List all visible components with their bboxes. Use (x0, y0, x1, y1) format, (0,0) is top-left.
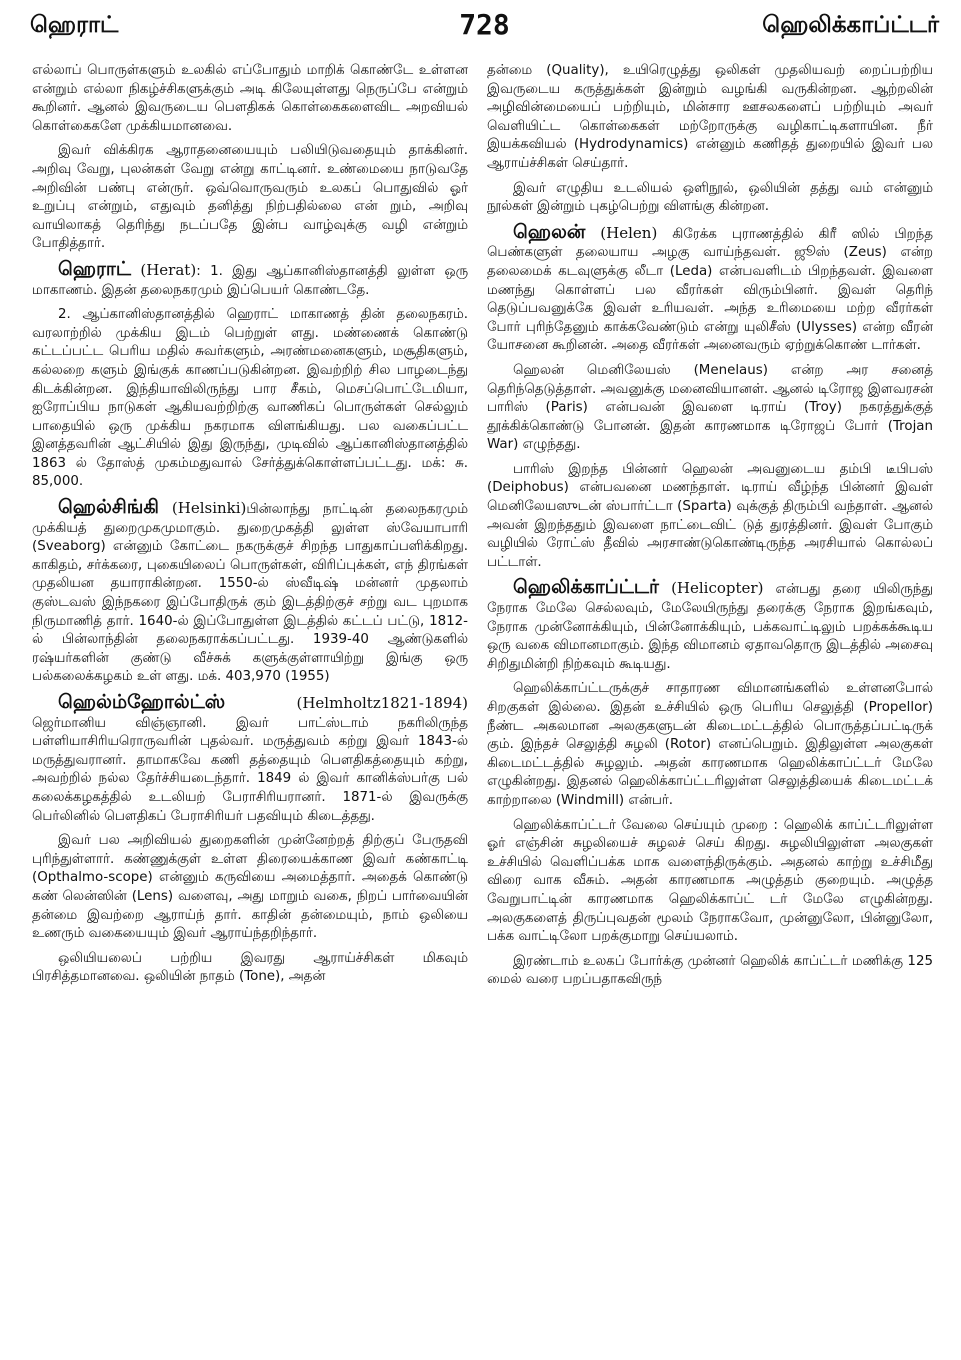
encyclopedia-entry (32, 693, 468, 826)
entry-body: பின்லாந்து நாட்டின் தலைநகரமும் முக்கியத் துறைமுகமுமாகும். துறைமுகத்தி லுள்ள ஸ்வேயாபாரி (Sveaborg) என்னும் கோட்டை நகருக்குச் சிறந்த பாதுகாப்பளிக்கிறது. காகிதம், சர்க்கரை, புகையிலைப் பொருள்கள், விரிப்புக்கள், எந் திரங்கள் முதலியன தயாராகின்றன. 1550-ல் ஸ்வீடிஷ் மன்னர் முதலாம் குஸ்டவஸ் இந்நகரை இப்போதிருக் கும் இடத்திற்குச் சற்று வட புறமாக நிருமாணித் தார். 1640-ல் இப்போதுள்ள இடத்தில் கட்டப் பட்டு, 1812-ல் பின்லாந்தின் தலைநகராக்கப்பட்டது. 1939-40 ஆண்டுகளில் ரஷ்யர்களின் குண்டு வீச்சுக் களுக்குள்ளாயிற்று இங்கு ஒரு பல்கலைக்கழகம் உள் ளது. மக். 403,970 (1955) (32, 502, 468, 685)
entry-heading: ஹெலன் (513, 220, 586, 243)
encyclopedia-entry (32, 498, 468, 687)
entry-body: கிரேக்க புராணத்தில் கிரீ ஸில் பிறந்த பெண்களுள் தலையாய அழகு வாய்ந்தவள். ஜூஸ் (Zeus) என்ற தலைமைக் கடவுளுக்கு லீடா (Leda) என்பவளிடம் பிறந்தவள். இவளை மணந்து கொள்ளப் பல வீரர்கள் விரும்பினர். இவள் தெரிந் தெடுப்பவனுக்கே இவள் உரியவள். அந்த உரிமையை மற்ற வீரர்கள் போர் புரிந்தேனும் காக்கவேண்டும் என்று யுலிசீஸ் (Ulysses) என்ற வீரன் யோசனை கூறினன். அதை வீரர்கள் அனைவரும் ஏற்றுக்கொண் டார்கள். (487, 226, 933, 354)
left-column (32, 62, 468, 1354)
page-header (30, 6, 939, 54)
body-paragraph: தன்மை (Quality), உயிரெழுத்து ஒலிகள் முதலியவற் றைப்பற்றிய இவருடைய கருத்துக்கள் இன்றும் வழங்கி வருகின்றன. ஆற்றலின் அழிவின்மையைப் பற்றியும், மின்சார ஊசலகளைப் பற்றியும் அவர் வெளியிட்ட கொள்கைகள் மற்றோருக்கு வழிகாட்டிகளாயின. நீர் இயக்கவியல் (Hydrodynamics) என்னும் கணிதத் துறையில் இவர் பல ஆராய்ச்சிகள் செய்தார். (487, 63, 933, 171)
body-paragraph: இரண்டாம் உலகப் போர்க்கு முன்னர் ஹெலிக் காப்ட்டர் மணிக்கு 125 மைல் வரை பறப்பதாகவிருந் (487, 953, 933, 988)
encyclopedia-entry (487, 578, 933, 674)
body-paragraph: ஹெலிக்காப்ட்டருக்குச் சாதாரண விமானங்களில் உள்ளனபோல் சிறகுகள் இல்லை. இதன் உச்சியில் ஒரு பெரிய செலுத்தி (Propellor) நீண்ட அகலமான அலகுகளுடன் கிடைமட்டத்தில் பொருத்தப்பட்டிருக் கும். இந்தச் செலுத்தி சுழலி (Rotor) எனப்பெறும். இதிலுள்ள அலகுகள் கிடைமட்டத்தில் சுழலும். அதன் காரணமாக ஹெலிக்காப்ட்டர் மேலே எழுகின்றது. இதனல் ஹெலிக்காப்ட்டரிலுள்ள செலுத்தியைக் கிடைமட்டக் காற்றாலை (Windmill) என்பர். (487, 681, 933, 808)
body-paragraph: ஒலியியலைப் பற்றிய இவரது ஆராய்ச்சிகள் மிகவும் பிரசித்தமானவை. ஒலியின் நாதம் (Tone), அதன் (32, 950, 468, 985)
entry-heading: ஹெல்ம்ஹோல்ட்ஸ் (58, 691, 226, 713)
body-paragraph: இவர் எழுதிய உடலியல் ஒளிநூல், ஒலியின் தத்து வம் என்னும் நூல்கள் இன்றும் புகழ்பெற்று விளங்கு கின்றன. (487, 180, 933, 215)
encyclopedia-entry (32, 257, 468, 300)
body-paragraph: இவர் விக்கிரக ஆராதனையையும் பலியிடுவதையும் தாக்கினர். அறிவு வேறு, புலன்கள் வேறு என்று காட்டினர். உண்மையை நாடுவதே அறிவின் பண்பு என்ருர். ஒவ்வொருவரும் உலகப் பொதுவில் ஓர் உறுப்பு என்றும், எதுவும் தனித்து நிற்பதில்லை என் றும், அறிவு வாயிலாகத் தெரிந்து நடப்பதே இன்ப வாழ்வுக்கு வழி என்றும் போதித்தார். (32, 143, 468, 252)
entry-latin-name: (Helicopter) (671, 579, 764, 598)
entry-heading: ஹெராட் (58, 257, 131, 280)
entry-latin-name: (Herat) (140, 260, 197, 279)
entry-latin-name: (Helsinki) (171, 499, 247, 518)
entry-body: ஜெர்மானிய விஞ்ஞானி. இவர் பாட்ஸ்டாம் நகரிலிருந்த பள்ளியாசிரியரொருவரின் புதல்வர். மருத்துவம் கற்று இவர் 1843-ல் மருத்துவரானர். தாமாகவே கணி தத்தையும் பௌதிகத்தையும் கற்று, அவற்றில் நல்ல தேர்ச்சியடைந்தார். 1849 ல் இவர் கானிக்ஸ்பர்கு பல் கலைக்கழகத்தில் உடலியற் பேராசிரியரானர். 1871-ல் இவருக்கு பெர்லினில் பௌதிகப் பேராசிரியர் பதவியும் கிடைத்தது. (32, 715, 468, 824)
entry-latin-name: (Helen) (600, 223, 658, 242)
entry-body: : 1. இது ஆப்கானிஸ்தானத்தி லுள்ள ஒரு மாகாணம். இதன் தலைநகரமும் இப்பெயர் கொண்டதே. (32, 263, 468, 298)
entry-heading: ஹெலிக்காப்ட்டர் (513, 576, 659, 599)
right-column (487, 62, 933, 1354)
running-head-right: ஹெலிக்காப்ட்டர் (762, 12, 939, 38)
body-paragraph: இவர் பல அறிவியல் துறைகளின் முன்னேற்றத் திற்குப் பேருதவி புரிந்துள்ளார். கண்ணுக்குள் உள்ள திரையைக்காண இவர் கண்காட்டி (Opthalmo-scope) என்னும் கருவியை அமைத்தார். அதைக் கொண்டு கண் லென்ஸின் (Lens) வளைவு, அது மாறும் வகை, நிறப் பார்வையின் தன்மை இவற்றை ஆராய்ந் தார். காதின் தன்மையும், நாம் ஒலியை உணரும் வகையையும் இவர் ஆராய்ந்தறிந்தார். (32, 833, 468, 942)
entry-body: என்பது தரை யிலிருந்து நேராக மேலே செல்லவும், மேலேயிருந்து தரைக்கு நேராக இறங்கவும், நேராக முன்னோக்கியும், பின்னோக்கியும், பக்கவாட்டிலும் பறக்கக்கூடிய ஒரு வகை விமானமாகும். இந்த விமானம் ஏதாவதொரு இடத்தில் அசைவு சிறிதுமின்றி நிற்கவும் கூடியது. (487, 582, 933, 672)
entry-heading: ஹெல்சிங்கி (58, 496, 159, 519)
page-number: 728 (459, 8, 510, 41)
body-paragraph: ஹெலன் மெனிலேயஸ் (Menelaus) என்ற அர சனைத் தெரிந்தெடுத்தாள். அவனுக்கு மனைவியானள். ஆனல் டிரோஜ இளவரசன் பாரிஸ் (Paris) என்பவன் இவளை டிராய் (Troy) நகரத்துக்குத் தூக்கிக்கொண்டு போனன். இதன் காரணமாக டிரோஜப் போர் (Trojan War) எழுந்தது. (487, 362, 933, 453)
body-paragraph: ஹெலிக்காப்ட்டர் வேலை செய்யும் முறை : ஹெலிக் காப்ட்டரிலுள்ள ஓர் எஞ்சின் சுழலியைச் சுழலச் செய் கிறது. சுழலியிலுள்ள அலகுகள் உச்சியில் வெளிப்பக்க மாக வளைந்திருக்கும். அதனல் காற்று உச்சிமீது விரை வாக வீசும். அதன் காரணமாக அழுத்தம் குறையும். அழுத்த வேறுபாட்டின் காரணமாக ஹெலிக்காப்ட் டர் மேலே எழுகின்றது. அலகுகளைத் திருப்புவதன் மூலம் நேராகவோ, முன்னுலோ, பின்னுலோ, பக்க வாட்டிலோ பறக்குமாறு செய்யலாம். (487, 817, 933, 945)
body-paragraph: 2. ஆப்கானிஸ்தானத்தில் ஹெராட் மாகாணத் தின் தலைநகரம். வரலாற்றில் முக்கிய இடம் பெற்றுள் ளது. மண்ணைக் கொண்டு கட்டப்பட்ட பெரிய மதில் சுவர்களும், அரண்மனைகளும், மசூதிகளும், கல்லறை களும் இங்குக் காணப்படுகின்றன. இவற்றிற் சில பாழடைந்து கிடக்கின்றன. இந்தியாவிலிருந்து பார சீகம், மெசப்பொட்டேமியா, ஐரோப்பிய நாடுகள் ஆகியவற்றிற்கு வாணிகப் பொருள்கள் செல்லும் பாதையில் ஒரு முக்கிய நகரமாக விளங்கியது. பல வகைப்பட்ட இனத்தவரின் ஆட்சியில் இது இருந்து, முடிவில் ஆப்கானிஸ்தானத்தில் 1863 ல் தோஸ்த் முகம்மதுவால் சேர்த்துக்கொள்ளப்பட்டது. மக்: சு. 85,000. (32, 307, 468, 490)
body-paragraph: எல்லாப் பொருள்களும் உலகில் எப்போதும் மாறிக் கொண்டே உள்ளன என்றும் எல்லா நிகழ்ச்சிகளுக்கும் அடி கிலேயுள்ளது நெருப்பே என்றும் கூறினர். ஆனல் இவருடைய பௌதிகக் கொள்கைகளைவிட அறவியல் கொள்கைகளே முக்கியமானவை. (32, 63, 468, 134)
entry-latin-name: (Helmholtz1821-1894) (296, 694, 468, 712)
running-head-left: ஹெராட் (30, 12, 119, 38)
body-paragraph: பாரிஸ் இறந்த பின்னர் ஹெலன் அவனுடைய தம்பி டீபிபஸ் (Deiphobus) என்பவனை மணந்தாள். டிராய் வீழ்ந்த பின்னர் இவள் மெனிலேயஸுடன் ஸ்பார்ட்டா (Sparta) வுக்குத் திரும்பி வந்தாள். ஆனல் அவன் இறந்ததும் இவளை நாட்டைவிட் டுத் துரத்தினர். இவள் போகும் வழியில் ரோட்ஸ் தீவில் அரசாண்டுகொண்டிருந்த அரசியால் கொல்லப் பட்டாள். (487, 461, 933, 570)
encyclopedia-entry (487, 220, 933, 356)
